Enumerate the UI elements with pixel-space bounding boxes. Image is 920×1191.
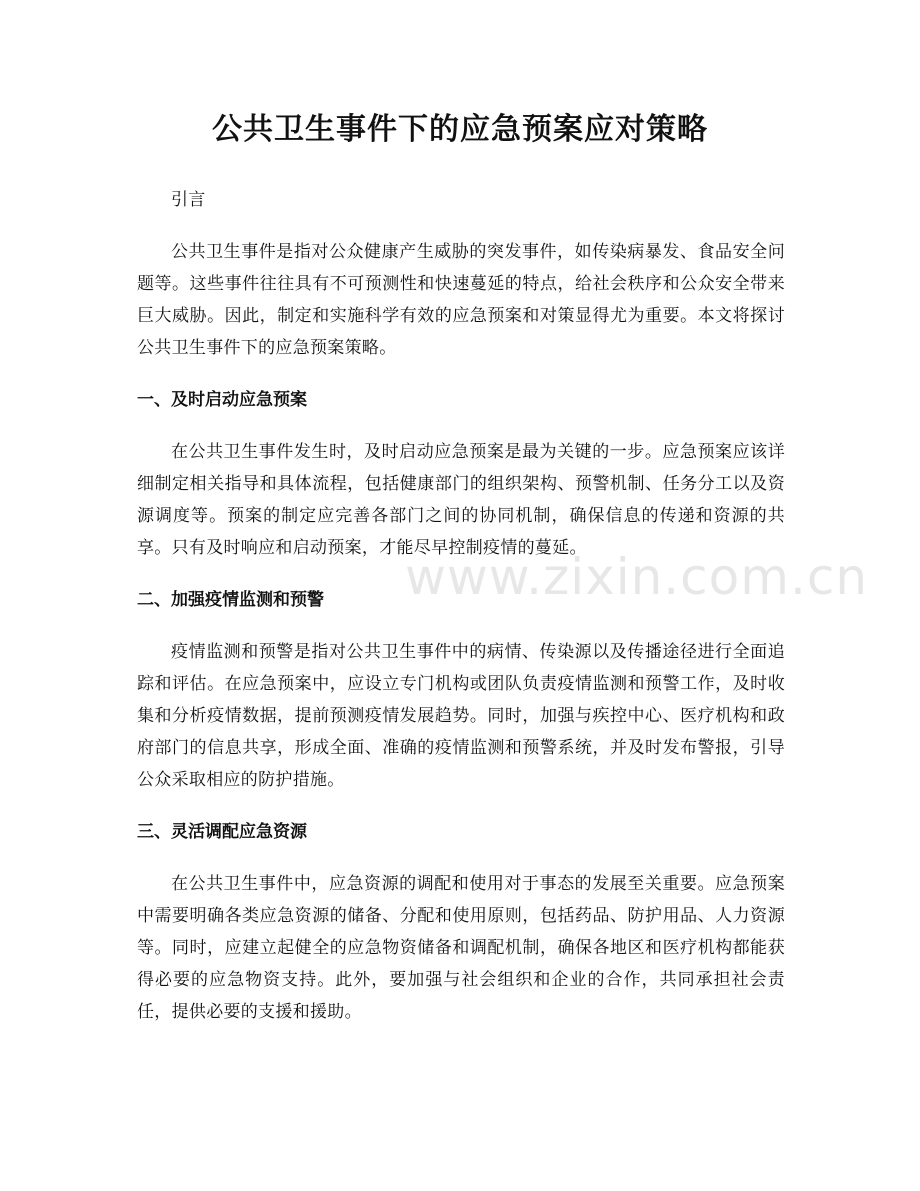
section-paragraph: 疫情监测和预警是指对公共卫生事件中的病情、传染源以及传播途径进行全面追踪和评估。在应急预案中，应设立专门机构或团队负责疫情监测和预警工作，及时收集和分析疫情数据，提前预测疫情发展趋势。同时，加强与疾控中心、医疗机构和政府部门的信息共享，形成全面、准确的疫情监测和预警系统，并及时发布警报，引导公众采取相应的防护措施。 <box>137 642 785 790</box>
section-paragraph: 在公共卫生事件发生时，及时启动应急预案是最为关键的一步。应急预案应该详细制定相关指导和具体流程，包括健康部门的组织架构、预警机制、任务分工以及资源调度等。预案的制定应完善各部门之间的协同机制，确保信息的传递和资源的共享。只有及时响应和启动预案，才能尽早控制疫情的蔓延。 <box>137 442 785 558</box>
document-body <box>137 184 785 1028</box>
section-paragraph: 在公共卫生事件中，应急资源的调配和使用对于事态的发展至关重要。应急预案中需要明确各类应急资源的储备、分配和使用原则，包括药品、防护用品、人力资源等。同时，应建立起健全的应急物资储备和调配机制，确保各地区和医疗机构都能获得必要的应急物资支持。此外，要加强与社会组织和企业的合作，共同承担社会责任，提供必要的支援和援助。 <box>137 874 785 1022</box>
section-heading: 一、及时启动应急预案 <box>137 390 307 410</box>
intro-paragraph: 公共卫生事件是指对公众健康产生威胁的突发事件，如传染病暴发、食品安全问题等。这些事件往往具有不可预测性和快速蔓延的特点，给社会秩序和公众安全带来巨大威胁。因此，制定和实施科学有效的应急预案和对策显得尤为重要。本文将探讨公共卫生事件下的应急预案策略。 <box>137 242 785 358</box>
watermark: www.zixin.com.cn <box>405 548 869 606</box>
section-heading: 二、加强疫情监测和预警 <box>137 590 324 610</box>
section-1 <box>137 384 785 564</box>
document-title: 公共卫生事件下的应急预案应对策略 <box>212 112 708 147</box>
intro-label: 引言 <box>171 190 206 210</box>
section-3 <box>137 816 785 1028</box>
section-heading: 三、灵活调配应急资源 <box>137 822 307 842</box>
section-2 <box>137 584 785 796</box>
